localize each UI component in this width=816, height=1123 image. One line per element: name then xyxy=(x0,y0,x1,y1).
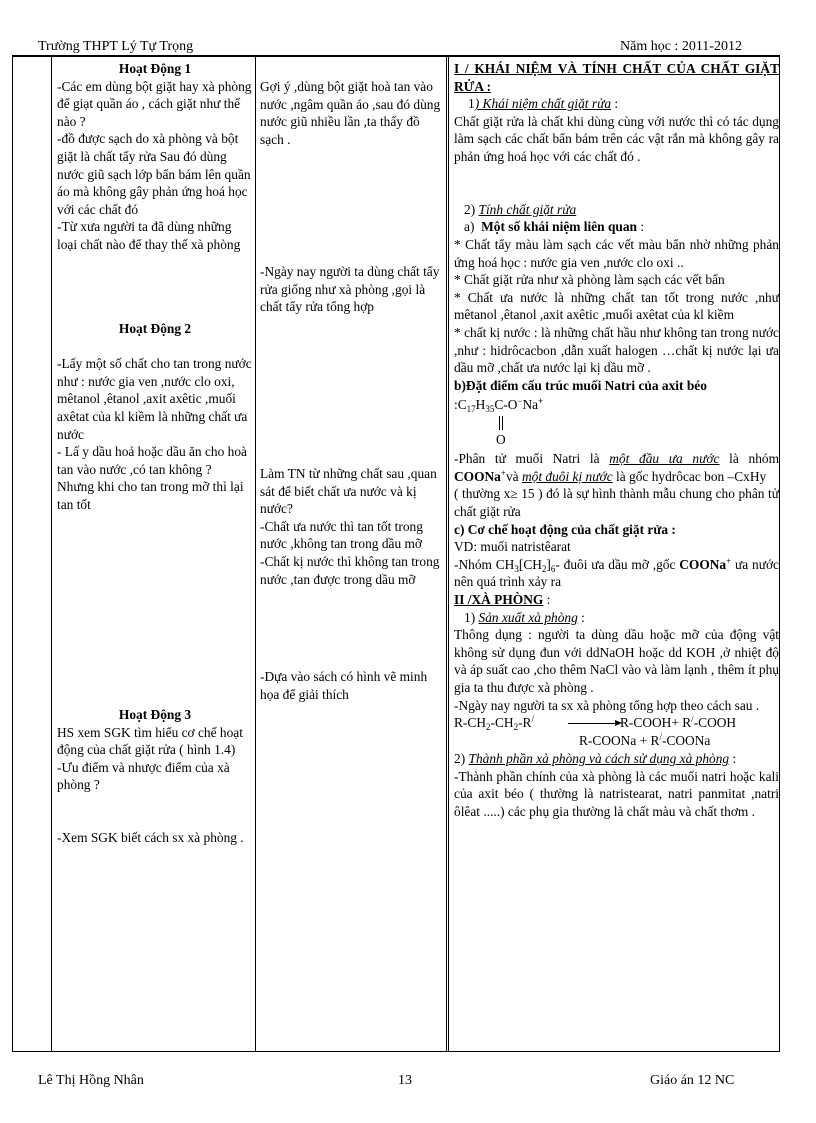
subsection-1-heading: 1) Khái niệm chất giặt rửa : xyxy=(468,96,619,112)
activity-2-text: - Lấ y dầu hoả hoặc dầu ăn cho hoà tan vào nước ,có tan không ? xyxy=(57,444,247,477)
guidance-text: -Dựa vào sách có hình vẽ minh họa để giải thích xyxy=(260,669,428,702)
activity-1-text: -đồ được sạch do xà phòng và bột giặt là chất tẩy rửa Sau đó dùng nước giũ sạch lớp bẩn bám lên quần áo mà không gây phản ứng hoá học với các chất đó xyxy=(57,131,251,217)
production-text: -Ngày nay người ta sx xà phòng tổng hợp theo cách sau . xyxy=(454,697,760,713)
structure-text: -Phân tử muối Natri là một đầu ưa nước là nhóm COONa+và một đuôi kị nước là gốc hydrôcac bon –CxHy xyxy=(454,451,779,484)
guidance-text: -Ngày nay người ta dùng chất tẩy rửa giống như xà phòng ,gọi là chất tẩy rửa tổng hợp xyxy=(260,264,440,315)
structure-text: ( thường x≥ 15 ) đó là sự hình thành mẫu chung cho phân tử chất giặt rửa xyxy=(454,486,779,520)
double-bond xyxy=(499,416,503,430)
synthesis-equation: $R-CH_2-CH_2-R^/$ R-COOH+ R/-COOH R-COONa + R/-COONa xyxy=(454,714,737,749)
footer-course: Giáo án 12 NC xyxy=(650,1073,735,1088)
concept-bullet: * Chất giặt rửa như xà phòng làm sạch các vết bẩn xyxy=(454,272,725,288)
header-school: Trường THPT Lý Tự Trọng xyxy=(38,39,194,54)
footer-author: Lê Thị Hồng Nhân xyxy=(38,1073,144,1088)
reaction-arrow-icon xyxy=(568,723,620,724)
activity-3-title: Hoạt Động 3 xyxy=(118,707,192,722)
soap-production-heading: 1) Sản xuất xà phòng : xyxy=(464,609,585,625)
concept-bullet: * Chất tẩy màu làm sạch các vết màu bẩn nhờ những phản ứng hoá học : nước gia ven ,nước clo oxi .. xyxy=(454,236,779,270)
activity-1-title: Hoạt Động 1 xyxy=(118,61,192,76)
table-divider xyxy=(51,57,52,1051)
concept-bullet: * chất kị nước : là những chất hầu như không tan trong nước ,như : hidrôcacbon ,dẫn xuất halogen …chất kị nước lại ưa dầu mỡ ,chất ưa nước lại kị dầu mỡ . xyxy=(454,324,779,376)
activity-3-text: -Ưu điểm và nhược điểm của xà phòng ? xyxy=(57,759,230,793)
lesson-table xyxy=(12,56,780,1052)
production-text: Thông dụng : người ta dùng dầu hoặc mỡ của động vật không sử dụng đun với ddNaOH hoặc dd KOH ,ở nhiệt độ và áp suất cao ,cho thêm NaCl vào và làm lạnh , thêm ít phụ gia ta thu được xà phòng . xyxy=(454,627,779,695)
table-divider xyxy=(255,57,256,1051)
guidance-text: -Chất kị nước thì không tan trong nước ,tan được trong dầu mỡ xyxy=(260,553,440,587)
subsection-b-heading: b)Đặt điểm cấu trúc muối Natri của axit béo xyxy=(454,377,707,393)
activity-1-text: -Từ xưa người ta đã dùng những loại chất nào để thay thế xà phòng xyxy=(57,219,241,252)
section-1-heading: I / KHÁI NIỆM VÀ TÍNH CHẤT CỦA CHẤT GIẶT RỬA : xyxy=(454,61,779,94)
activity-3-text: HS xem SGK tìm hiểu cơ chế hoạt động của chất giặt rửa ( hình 1.4) xyxy=(57,724,243,758)
guidance-text: Gợi ý ,dùng bột giặt hoà tan vào nước ,ngâm quần áo ,sau đó dùng nước giũ nhiều lần ,ta thấy đồ sạch . xyxy=(260,79,441,147)
activity-1-text: -Các em dùng bột giặt hay xà phòng để giạt quần áo , cách giặt như thế nào ? xyxy=(57,78,252,129)
guidance-text: Làm TN từ những chất sau ,quan sát để biết chất ưa nước và kị nước? xyxy=(260,466,437,517)
example-text: VD: muối natristêarat xyxy=(454,539,571,555)
activity-2-text: -Lấy một số chất cho tan trong nước như : nước gia ven ,nước clo oxi, mêtanol ,êtanol ,axit axêtic ,muối axêtat của kl kiềm là những chất ưa nước xyxy=(57,356,252,442)
composition-heading: 2) Thành phần xà phòng và cách sử dụng xà phòng : xyxy=(454,751,737,767)
composition-text: -Thành phần chính của xà phòng là các muối natri hoặc kali của axit béo ( thường là natristearat, natri panmitat ,natri ôlêat .....) các phụ gia thường là chất màu và chất thơm . xyxy=(454,768,779,819)
concept-bullet: * Chất ưa nước là những chất tan tốt trong nước ,như mêtanol ,êtanol ,axit axêtic ,muối axêtat của kl kiềm xyxy=(454,289,779,323)
subsection-a-heading: a) Một số khái niệm liên quan : xyxy=(464,219,645,235)
activity-3-text: -Xem SGK biết cách sx xà phòng . xyxy=(57,830,244,846)
lesson-content-column xyxy=(454,60,779,821)
mechanism-text: -Nhóm $CH_3[CH_2]_6-$ đuôi ưa dầu mỡ ,gốc COONa+ ưa nước nên quá trình xảy ra xyxy=(454,555,779,590)
section-2-heading: II /XÀ PHÒNG : xyxy=(454,592,551,608)
subsection-2-heading: 2) Tính chất giặt rửa xyxy=(464,201,577,217)
salt-structure-formula: $:C_{17}H_{35}C-O^-Na^+$ O xyxy=(454,396,544,448)
table-divider xyxy=(446,57,449,1051)
guidance-text: -Chất ưa nước thì tan tốt trong nước ,không tan trong dầu mỡ xyxy=(260,518,423,552)
subsection-c-heading: c) Cơ chế hoạt động của chất giặt rửa : xyxy=(454,521,676,537)
activity-2-title: Hoạt Động 2 xyxy=(118,321,192,336)
activity-2-text: Nhưng khi cho tan trong mỡ thì lại tan tốt xyxy=(57,479,244,512)
header-year: Năm học : 2011-2012 xyxy=(620,39,742,54)
footer-page-number: 13 xyxy=(398,1073,412,1088)
definition-text: Chất giặt rửa là chất khi dùng cùng với nước thì có tác dụng làm sạch các chất bẩn bám trên các vật rắn mà không gây ra phản ứng hoá học với các chất đó . xyxy=(454,113,779,164)
oxygen-atom: O xyxy=(496,432,506,448)
